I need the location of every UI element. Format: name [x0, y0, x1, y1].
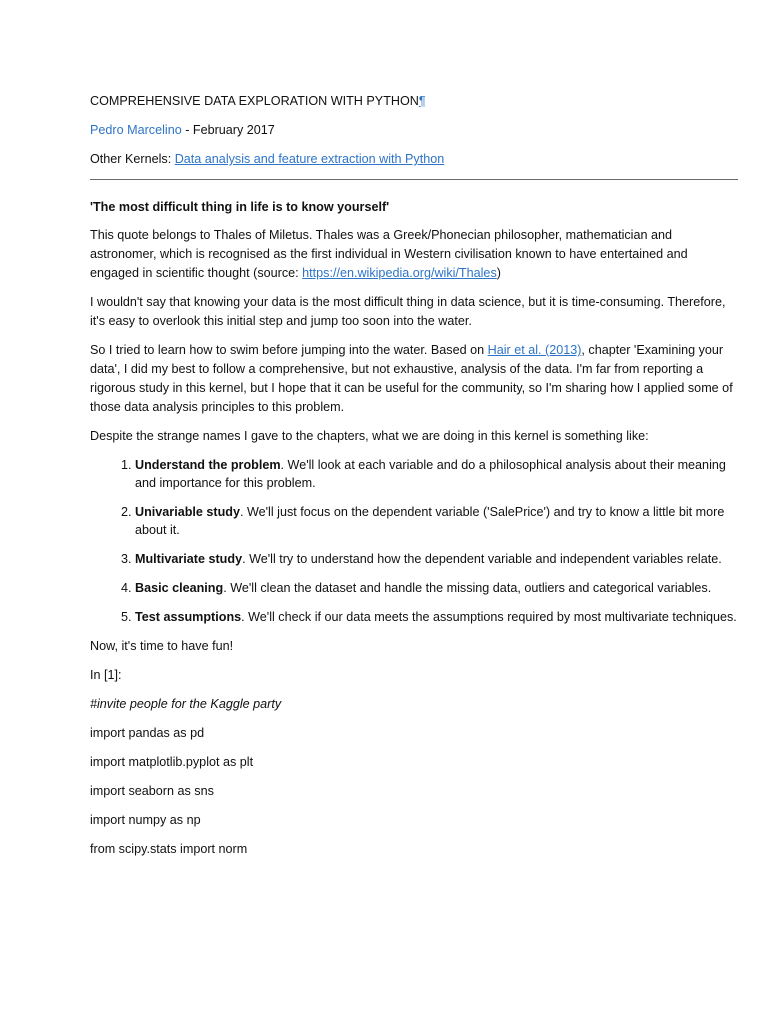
paragraph-thales-end: ): [496, 266, 501, 280]
paragraph-thales-text: This quote belongs to Thales of Miletus. Thales was a Greek/Phonecian philosopher, mathematician and astronomer, which is recognised as the first individual in Western civilisation known to have entertained and engaged in scientific thought (source:: [90, 228, 688, 280]
paragraph-swim: [90, 341, 740, 417]
document-title: [90, 92, 740, 111]
quote-heading: 'The most difficult thing in life is to know yourself': [90, 200, 390, 214]
author-line: [90, 121, 740, 140]
step-title: Understand the problem: [135, 458, 281, 472]
paragraph-swim-start: So I tried to learn how to swim before jumping into the water. Based on: [90, 343, 488, 357]
step-title: Multivariate study: [135, 552, 243, 566]
code-comment: #invite people for the Kaggle party: [90, 697, 282, 711]
list-item: [135, 579, 740, 597]
list-item: [135, 503, 740, 539]
anchor-link[interactable]: ¶: [418, 94, 426, 108]
paragraph-chapters-intro: Despite the strange names I gave to the chapters, what we are doing in this kernel is something like:: [90, 429, 649, 443]
author-link[interactable]: Pedro Marcelino: [90, 123, 182, 137]
code-line: from scipy.stats import norm: [90, 842, 248, 856]
step-text: . We'll clean the dataset and handle the missing data, outliers and categorical variables.: [223, 581, 712, 595]
horizontal-divider: [90, 179, 738, 180]
step-text: . We'll just focus on the dependent variable ('SalePrice') and try to know a little bit more about it.: [135, 505, 725, 537]
code-line: import pandas as pd: [90, 726, 205, 740]
document-page: [90, 92, 740, 869]
code-line: import numpy as np: [90, 813, 201, 827]
list-item: [135, 550, 740, 568]
hair-reference-link[interactable]: Hair et al. (2013): [487, 343, 582, 357]
step-title: Test assumptions: [135, 610, 242, 624]
paragraph-thales: [90, 226, 740, 283]
list-item: [135, 456, 740, 492]
step-text: . We'll look at each variable and do a philosophical analysis about their meaning and importance for this problem.: [135, 458, 726, 490]
code-line: import seaborn as sns: [90, 784, 214, 798]
step-title: Univariable study: [135, 505, 240, 519]
paragraph-have-fun: Now, it's time to have fun!: [90, 639, 234, 653]
step-text: . We'll check if our data meets the assumptions required by most multivariate techniques.: [241, 610, 737, 624]
list-item: [135, 608, 740, 626]
date-text: - February 2017: [181, 123, 275, 137]
other-kernel-link[interactable]: Data analysis and feature extraction with Python: [174, 152, 445, 166]
other-kernels-line: [90, 150, 740, 169]
paragraph-data-knowledge: I wouldn't say that knowing your data is the most difficult thing in data science, but it is time-consuming. Therefore, it's easy to overlook this initial step and jump too soon into the water.: [90, 295, 726, 328]
steps-list: [90, 456, 740, 626]
code-cell-label: In [1]:: [90, 668, 122, 682]
code-line: import matplotlib.pyplot as plt: [90, 755, 254, 769]
paragraph-swim-rest: , chapter 'Examining your data', I did my best to follow a comprehensive, but not exhaustive, analysis of the data. I'm far from reporting a rigorous study in this kernel, but I hope that it can be useful for the community, so I'm sharing how I applied some of those data analysis principles to this problem.: [90, 343, 733, 414]
step-text: . We'll try to understand how the dependent variable and independent variables relate.: [242, 552, 722, 566]
title-text: COMPREHENSIVE DATA EXPLORATION WITH PYTHON: [90, 94, 419, 108]
step-title: Basic cleaning: [135, 581, 224, 595]
other-kernels-label: Other Kernels:: [90, 152, 175, 166]
wikipedia-link[interactable]: https://en.wikipedia.org/wiki/Thales: [302, 266, 497, 280]
